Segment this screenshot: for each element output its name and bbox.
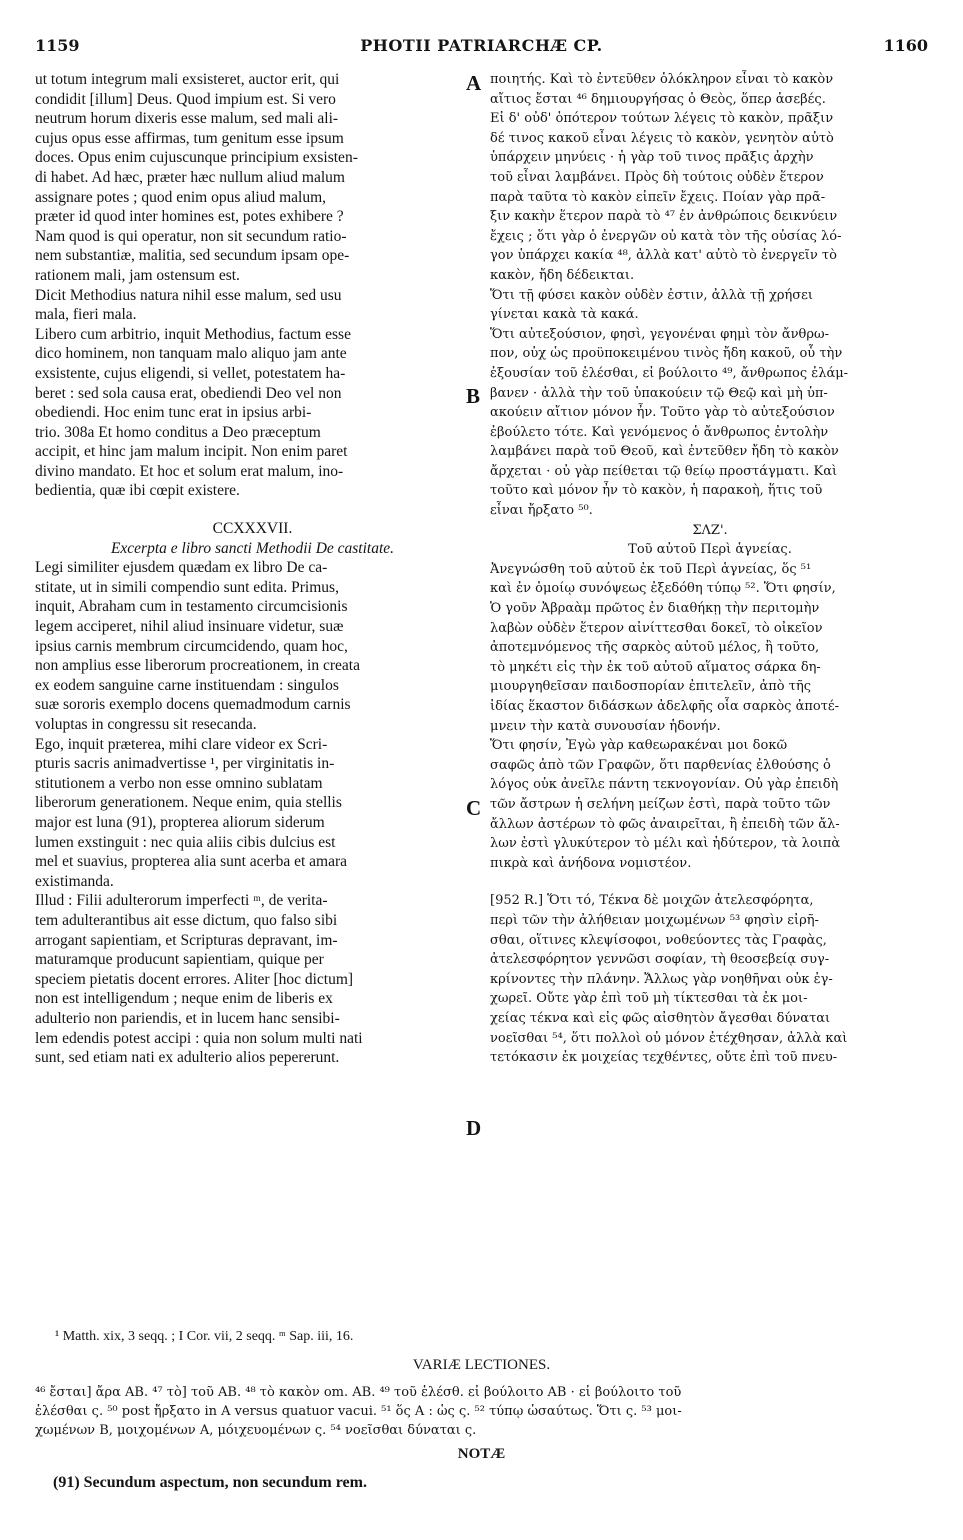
greek-section-subtitle: Τοῦ αὐτοῦ Περὶ ἁγνείας. <box>628 542 792 558</box>
text-line: tem adulterantibus ait esse dictum, quo falso sibi <box>35 911 338 929</box>
latin-section-number: CCXXXVII. <box>212 520 293 538</box>
text-line: ἄλλων ἀστέρων τὸ φῶς ἀναιρεῖται, ἢ ἐπειδὴ τῶν ἄλ- <box>490 816 840 832</box>
text-line: γον ὑπάρχει κακία ⁴⁸, ἀλλὰ κατ' αὐτὸ τὸ ἐνεργεῖν τὸ <box>490 248 837 264</box>
greek-column <box>490 70 930 1068</box>
text-line: ποιητής. Καὶ τὸ ἐντεῦθεν ὁλόκληρον εἶναι τὸ κακὸν <box>490 72 834 87</box>
text-line: λαμβάνει παρὰ τοῦ Θεοῦ, καὶ ἐντεῦθεν ἤδη τὸ κακὸν <box>490 444 839 460</box>
text-line: obediendi. Hoc enim tunc erat in ipsius arbi- <box>35 404 312 422</box>
greek-text-block-3 <box>490 891 930 1067</box>
text-line: μιουργηθεῖσαν παιδοσπορίαν ἐπιτελεῖν, ἀπὸ τῆς <box>490 679 812 695</box>
text-line: μνειν τὴν κατὰ συνουσίαν ἡδονήν. <box>490 718 721 734</box>
text-line: Nam quod is qui operatur, non sit secundum ratio- <box>35 227 347 245</box>
greek-text-block-2 <box>490 560 930 874</box>
text-line: Illud : Filii adulterorum imperfecti ᵐ, de verita- <box>35 892 328 910</box>
text-line: λων ἐστὶ γλυκύτερον τὸ μέλι καὶ ἡδύτερον, τὰ λοιπὰ <box>490 836 841 852</box>
text-line: Legi similiter ejusdem quædam ex libro De ca- <box>35 559 328 577</box>
text-line: τῶν ἄστρων ἡ σελήνη μείζων ἐστὶ, παρὰ τοῦτο τῶν <box>490 796 831 812</box>
text-line: inquit, Abraham cum in testamento circumcisionis <box>35 598 348 616</box>
running-header <box>35 36 928 60</box>
page-number-left: 1159 <box>35 36 80 55</box>
text-line: ipsius carnis membrum circumcidendo, quam hoc, <box>35 637 348 655</box>
footnote: ¹ Matth. xix, 3 seqq. ; I Cor. vii, 2 seqq. ᵐ Sap. iii, 16. <box>55 1329 354 1344</box>
text-line: γίνεται κακὰ τὰ κακά. <box>490 307 639 323</box>
text-line: κακὸν, ἤδη δέδεικται. <box>490 267 635 283</box>
text-line: cujus opus esse affirmas, tum genitum esse ipsum <box>35 129 344 147</box>
text-line: liberorum generationem. Neque enim, quia stellis <box>35 794 342 812</box>
text-line: ὑπάρχειν μηνύεις · ἡ γὰρ τοῦ τινος πρᾶξις ἀρχὴν <box>490 150 814 166</box>
text-line: bedientia, quæ ibi cœpit existere. <box>35 482 240 500</box>
text-line: τοῦ εἶναι λαμβάνει. Πρὸς δὴ τούτοις οὐδὲν ἕτερον <box>490 169 824 185</box>
text-line: non amplius esse liberorum procreationem, in creata <box>35 657 360 675</box>
margin-letter-a: A <box>466 71 482 95</box>
text-line: neutrum horum dixeris esse malum, sed mali ali- <box>35 110 339 128</box>
text-line: Libero cum arbitrio, inquit Methodius, factum esse <box>35 325 351 343</box>
text-line: adulterio non pariendis, et in lucem hanc sensibi- <box>35 1009 340 1027</box>
running-title: PHOTII PATRIARCHÆ CP. <box>360 36 603 55</box>
greek-section-number: ΣΛΖ'. <box>692 522 728 538</box>
text-line: χείας τέκνα καὶ εἰς φῶς αἰσθητὸν ἄγεσθαι δύναται <box>490 1010 831 1026</box>
text-line: Εἰ δ' οὐδ' ὁπότερον τούτων λέγεις τὸ κακὸν, πρᾶξιν <box>490 111 834 127</box>
text-line: ⁴⁶ ἔσται] ἄρα AB. ⁴⁷ τὸ] τοῦ AB. ⁴⁸ τὸ κακὸν om. AB. ⁴⁹ τοῦ ἑλέσθ. εἰ βούλοιτο AB · εἰ βούλοιτο τοῦ <box>35 1385 682 1400</box>
text-line: παρὰ ταῦτα τὸ κακὸν εἰπεῖν ἔχεις. Ποίαν γὰρ πρᾶ- <box>490 189 826 205</box>
text-line: trio. 308a Et homo conditus a Deo præceptum <box>35 423 321 441</box>
text-line: λόγος οὐκ ἀνεῖλε πάντη τεκνογονίαν. Οὐ γὰρ ἐπειδὴ <box>490 777 839 793</box>
text-line: πον, οὐχ ὡς προϋποκειμένου τινὸς ἤδη κακοῦ, οὗ τὴν <box>490 346 843 362</box>
text-line: ἐβούλετο τότε. Καὶ γενόμενος ὁ ἄνθρωπος ἐντολὴν <box>490 424 829 440</box>
text-line: [952 R.] Ὅτι τό, Τέκνα δὲ μοιχῶν ἀτελεσφόρητα, <box>490 893 814 909</box>
notae-text: (91) Secundum aspectum, non secundum rem. <box>53 1474 367 1491</box>
text-line: κρίνοντες τὴν πλάνην. Ἄλλως γὰρ νοηθῆναι οὐκ ἐγ- <box>490 971 833 987</box>
text-line: ἄρχεται · οὐ γὰρ πείθεται τῷ θείῳ προστάγματι. Καὶ <box>490 463 838 479</box>
text-line: Ego, inquit præterea, mihi clare videor ex Scri- <box>35 735 328 753</box>
text-line: beret : sed sola causa erat, obediendi Deo vel non <box>35 384 342 402</box>
text-line: doces. Opus enim cujuscunque principium exsisten- <box>35 149 358 167</box>
text-line: suæ sororis exemplo docens quemadmodum carnis <box>35 696 351 714</box>
variae-lectiones-title: VARIÆ LECTIONES. <box>412 1357 551 1373</box>
text-line: maturamque producunt sapientiam, quique per <box>35 951 324 969</box>
text-line: νοεῖσθαι ⁵⁴, ὅτι πολλοὶ οὐ μόνον ἐτέχθησαν, ἀλλὰ καὶ <box>490 1030 848 1046</box>
text-line: divino mandato. Et hoc et solum erat malum, ino- <box>35 462 344 480</box>
text-line: τοῦτο καὶ μόνον ἦν τὸ κακὸν, ἡ παρακοὴ, ἥτις τοῦ <box>490 483 823 499</box>
text-line: σθαι, οἵτινες κλεψίσοφοι, νοθεύοντες τὰς Γραφὰς, <box>490 932 827 948</box>
text-line: ξιν κακὴν ἕτερον παρὰ τὸ ⁴⁷ ἐν ἀνθρώποις δεικνύειν <box>490 209 838 225</box>
text-line: εἶναι ἤρξατο ⁵⁰. <box>490 503 593 519</box>
text-line: ἑλέσθαι ς. ⁵⁰ post ἤρξατο in A versus quatuor vacui. ⁵¹ ὅς A : ὡς ς. ⁵² τύπῳ ὡσαύτως. Ὅτι ς. ⁵³ μοι- <box>35 1404 682 1419</box>
text-line: ἰδίας ἕκαστον διδάσκων ἀδελφῆς οἷα σαρκὸς ἀποτέ- <box>490 699 840 714</box>
latin-section-subtitle: Excerpta e libro sancti Methodii De castitate. <box>110 539 395 557</box>
text-line: præter id quod inter homines est, potes exhibere ? <box>35 208 344 226</box>
text-line: rationem mali, jam ostensum est. <box>35 266 240 284</box>
page-number-right: 1160 <box>883 36 928 55</box>
text-line: χωρεῖ. Οὔτε γὰρ ἐπὶ τοῦ μὴ τίκτεσθαι τὰ ἐκ μοι- <box>490 991 808 1007</box>
text-line: Dicit Methodius natura nihil esse malum, sed usu <box>35 286 342 304</box>
text-line: stitutionem a verbo non esse omnino sublatam <box>35 774 323 792</box>
text-line: καὶ ἐν ὁμοίῳ συνόψεως ἐξεδόθη τύπῳ ⁵². Ὅτι φησίν, <box>490 581 836 597</box>
text-line: Ὅτι φησίν, Ἐγὼ γὰρ καθεωρακέναι μοι δοκῶ <box>490 738 788 754</box>
text-line: Ὅτι τῇ φύσει κακὸν οὐδὲν ἐστιν, ἀλλὰ τῇ χρήσει <box>490 287 813 303</box>
text-line: ἀποτεμνόμενος τῆς σαρκὸς αὐτοῦ μέλος, ἢ τοῦτο, <box>490 640 820 656</box>
text-line: condidit [illum] Deus. Quod impium est. Si vero <box>35 90 336 108</box>
text-line: stitate, ut in simili compendio sunt edita. Primus, <box>35 578 339 596</box>
text-line: major est luna (91), propterea aliorum siderum <box>35 813 325 831</box>
text-line: sunt, sed etiam nati ex adulterio alios pepererunt. <box>35 1049 340 1067</box>
text-line: voluptas in congressu sit resecanda. <box>35 716 257 733</box>
text-line: ἀτελεσφόρητον γεννῶσι σοφίαν, τὴ θεοσεβείᾳ συγ- <box>490 952 830 968</box>
text-line: mel et suavius, propterea alia sunt acerba et amara <box>35 853 348 871</box>
variae-lectiones <box>35 1383 928 1440</box>
text-line: δέ τινος κακοῦ εἶναι λέγεις τὸ κακὸν, γενητὸν αὐτὸ <box>490 130 834 146</box>
text-line: τετόκασιν ἐκ μοιχείας τεχθέντες, οὔτε ἐπὶ τοῦ πνευ- <box>490 1050 838 1066</box>
text-line: existimanda. <box>35 872 114 890</box>
text-line: ἔχεις ; ὅτι γὰρ ὁ ἐνεργῶν οὐ κατὰ τὸν τῆς οὐσίας λό- <box>490 228 842 244</box>
text-line: legem acciperet, nihil aliud insinuare videtur, suæ <box>35 618 344 636</box>
text-line: σαφῶς ἀπὸ τῶν Γραφῶν, ὅτι παρθενίας ἐλθούσης ὁ <box>490 757 831 773</box>
text-line: dico hominem, non tanquam malo aliquo jam ante <box>35 345 347 363</box>
text-line: lumen exstinguit : nec quia aliis cibis dulcius est <box>35 833 336 851</box>
margin-letter-d: D <box>466 1116 482 1140</box>
text-line: di habet. Ad hæc, præter hæc nullum aliud malum <box>35 168 345 186</box>
text-line: pturis sacris animadvertisse ¹, per virginitatis in- <box>35 755 335 773</box>
text-line: ut totum integrum mali exsisteret, auctor erit, qui <box>35 71 340 88</box>
text-line: λαβὼν οὐδὲν ἕτερον αἰνίττεσθαι δοκεῖ, τὸ οἰκεῖον <box>490 620 823 636</box>
greek-text-block-1 <box>490 70 930 521</box>
text-line: Ὁ γοῦν Ἀβραὰμ πρῶτος ἐν διαθήκῃ τὴν περιτομὴν <box>490 601 820 617</box>
margin-letter-b: B <box>466 384 481 408</box>
text-line: ακούειν αἴτιον μόνον ἦν. Τοῦτο γὰρ τὸ αὐτεξούσιον <box>490 405 835 421</box>
latin-text-block-2 <box>35 558 470 1067</box>
text-line: Ὅτι αὐτεξούσιον, φησὶ, γεγονέναι φημὶ τὸν ἄνθρω- <box>490 326 829 342</box>
text-line: ἐξουσίαν τοῦ ἑλέσθαι, εἰ βούλοιτο ⁴⁹, ἄνθρωπος ἐλάμ- <box>490 365 849 381</box>
text-line: χωμένων B, μοιχομένων A, μόιχευομένων ς. ⁵⁴ νοεῖσθαι δύναται ς. <box>35 1423 477 1438</box>
text-line: βανεν · ἀλλὰ τὴν τοῦ ὑπακούειν τῷ Θεῷ καὶ μὴ ὑπ- <box>490 385 828 401</box>
text-line: τὸ μηκέτι εἰς τὴν ἐκ τοῦ αὐτοῦ αἵματος σάρκα δη- <box>490 659 821 675</box>
text-line: Ἀνεγνώσθη τοῦ αὐτοῦ ἐκ τοῦ Περὶ ἁγνείας, ὅς ⁵¹ <box>490 561 812 577</box>
text-line: accipit, et hinc jam malum incipit. Non enim paret <box>35 443 348 461</box>
text-line: πικρὰ καὶ ἀνήδονα νομιστέον. <box>490 855 692 871</box>
text-line: περὶ τῶν τὴν ἀλήθειαν μοιχωμένων ⁵³ φησὶν εἰρῆ- <box>490 912 819 928</box>
text-line: speciem pietatis docent errores. Aliter [hoc dictum] <box>35 970 354 988</box>
latin-column <box>35 70 470 1068</box>
text-line: non est intelligendum ; neque enim de liberis ex <box>35 990 333 1008</box>
text-line: arrogant sapientiam, et Scripturas depravant, im- <box>35 931 338 949</box>
text-line: nem substantiæ, malitia, sed secundum ipsam ope- <box>35 247 350 265</box>
text-line: exsistente, cujus eligendi, si vellet, potestatem ha- <box>35 364 346 382</box>
notae-title: NOTÆ <box>457 1446 506 1462</box>
text-line: ex eodem sanguine carne instituendam : singulos <box>35 676 339 694</box>
text-line: lem edendis potest accipi : quia non solum multi nati <box>35 1029 363 1047</box>
text-line: αἴτιος ἔσται ⁴⁶ δημιουργήσας ὁ Θεὸς, ὅπερ ἀσεβές. <box>490 91 826 107</box>
text-line: assignare potes ; quod enim opus aliud malum, <box>35 188 327 206</box>
text-line: mala, fieri mala. <box>35 306 137 324</box>
margin-letter-c: C <box>466 796 482 820</box>
latin-text-block-1 <box>35 70 470 501</box>
